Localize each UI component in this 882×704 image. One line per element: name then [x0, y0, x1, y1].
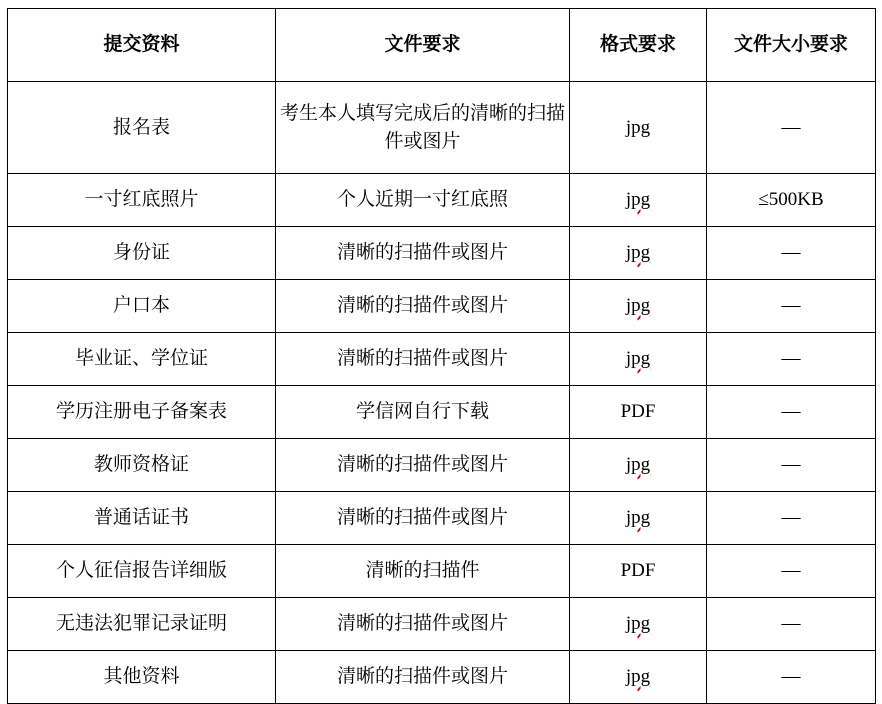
cell-format-requirement: [570, 598, 707, 651]
cell-file-requirement: 清晰的扫描件: [276, 545, 570, 598]
materials-requirements-table: [7, 8, 876, 704]
table-row: [8, 492, 876, 545]
cell-material: 毕业证、学位证: [8, 333, 276, 386]
cell-format-requirement: [570, 227, 707, 280]
cell-size-requirement: —: [707, 386, 876, 439]
cell-format-requirement: [570, 439, 707, 492]
cell-file-requirement: 清晰的扫描件或图片: [276, 492, 570, 545]
format-value: jpg: [625, 507, 651, 529]
cell-format-requirement: [570, 82, 707, 174]
format-value: jpg: [625, 454, 651, 476]
format-value: jpg: [625, 666, 651, 688]
cell-size-requirement: —: [707, 545, 876, 598]
format-value: jpg: [625, 242, 651, 264]
cell-format-requirement: [570, 333, 707, 386]
cell-file-requirement: 清晰的扫描件或图片: [276, 598, 570, 651]
cell-size-requirement: ≤500KB: [707, 174, 876, 227]
cell-size-requirement: —: [707, 492, 876, 545]
cell-format-requirement: [570, 386, 707, 439]
table-row: [8, 439, 876, 492]
cell-size-requirement: —: [707, 280, 876, 333]
cell-material: 一寸红底照片: [8, 174, 276, 227]
cell-file-requirement: 清晰的扫描件或图片: [276, 651, 570, 704]
cell-format-requirement: [570, 651, 707, 704]
format-value: PDF: [620, 401, 656, 423]
cell-file-requirement: 学信网自行下载: [276, 386, 570, 439]
format-value: PDF: [620, 560, 656, 582]
table-body: [8, 82, 876, 704]
cell-size-requirement: —: [707, 439, 876, 492]
cell-format-requirement: [570, 174, 707, 227]
cell-material: 学历注册电子备案表: [8, 386, 276, 439]
cell-material: 身份证: [8, 227, 276, 280]
cell-material: 无违法犯罪记录证明: [8, 598, 276, 651]
cell-size-requirement: —: [707, 651, 876, 704]
cell-material: 报名表: [8, 82, 276, 174]
cell-file-requirement: 个人近期一寸红底照: [276, 174, 570, 227]
table-row: [8, 386, 876, 439]
cell-size-requirement: —: [707, 227, 876, 280]
format-value: jpg: [625, 613, 651, 635]
cell-size-requirement: —: [707, 333, 876, 386]
table-row: [8, 227, 876, 280]
table-row: [8, 333, 876, 386]
column-header-size-requirement: 文件大小要求: [707, 9, 876, 82]
table-row: [8, 651, 876, 704]
cell-format-requirement: [570, 492, 707, 545]
format-value: jpg: [625, 348, 651, 370]
column-header-material: 提交资料: [8, 9, 276, 82]
table-row: [8, 174, 876, 227]
column-header-format-requirement: 格式要求: [570, 9, 707, 82]
cell-material: 户口本: [8, 280, 276, 333]
column-header-file-requirement: 文件要求: [276, 9, 570, 82]
cell-material: 其他资料: [8, 651, 276, 704]
cell-file-requirement: 清晰的扫描件或图片: [276, 227, 570, 280]
cell-material: 普通话证书: [8, 492, 276, 545]
table-row: [8, 82, 876, 174]
table-header: [8, 9, 876, 82]
cell-file-requirement: 清晰的扫描件或图片: [276, 333, 570, 386]
cell-file-requirement: 清晰的扫描件或图片: [276, 280, 570, 333]
table-row: [8, 280, 876, 333]
cell-file-requirement: 清晰的扫描件或图片: [276, 439, 570, 492]
table-row: [8, 545, 876, 598]
format-value: jpg: [625, 295, 651, 317]
table-header-row: [8, 9, 876, 82]
cell-material: 教师资格证: [8, 439, 276, 492]
cell-format-requirement: [570, 280, 707, 333]
cell-format-requirement: [570, 545, 707, 598]
format-value: jpg: [625, 116, 651, 138]
cell-size-requirement: —: [707, 82, 876, 174]
table-row: [8, 598, 876, 651]
cell-material: 个人征信报告详细版: [8, 545, 276, 598]
format-value: jpg: [625, 189, 651, 211]
cell-size-requirement: —: [707, 598, 876, 651]
cell-file-requirement: 考生本人填写完成后的清晰的扫描件或图片: [276, 82, 570, 174]
